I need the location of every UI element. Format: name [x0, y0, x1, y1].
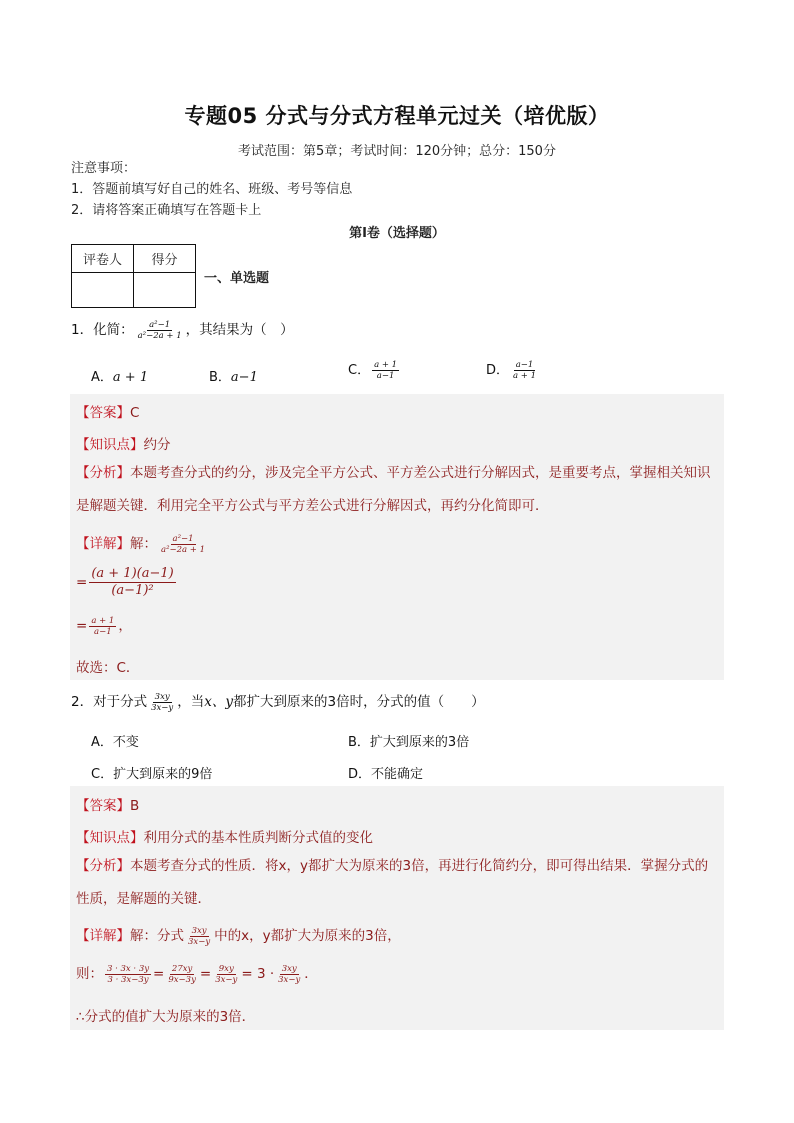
q2-then: [76, 962, 318, 985]
page-title: 专题05 分式与分式方程单元过关（培优版）: [184, 104, 610, 128]
q2-detail-den: 3x−y: [188, 936, 211, 947]
q2-f3-den: 3x−y: [215, 974, 238, 985]
notice-item-2: 2．请将答案正确填写在答题卡上: [71, 203, 262, 218]
q1-option-c-num: a + 1: [374, 360, 398, 370]
q2-knowledge-value: 利用分式的基本性质判断分式值的变化: [143, 830, 373, 846]
q2-detail-suffix: 中的x，y都扩大为原来的3倍，: [214, 928, 401, 944]
q2-eq-2: =: [199, 966, 212, 982]
q2-stem-vars: x、y: [204, 694, 233, 710]
q2-f1-num: 3 · 3x · 3y: [107, 963, 150, 974]
q1-step1-fraction: [159, 534, 207, 555]
q2-analysis: [76, 850, 716, 916]
q1-option-d-den: a + 1: [513, 371, 537, 381]
q2-f3-num: 9xy: [218, 963, 234, 974]
q1-detail-tag: 【详解】: [76, 536, 130, 552]
q2-f2-den: 9x−3y: [168, 974, 196, 985]
q1-option-b-value: a−1: [230, 370, 258, 385]
question-1-stem: [71, 318, 294, 341]
grader-cell[interactable]: [72, 273, 134, 308]
q1-option-a-label: A．: [91, 370, 113, 385]
q2-f4-den: 3x−y: [278, 974, 301, 985]
q2-detail-fraction: [186, 926, 212, 947]
q1-stem-suffix: ，其结果为（ ）: [185, 322, 294, 338]
q2-stem-prefix: 2．对于分式: [71, 694, 148, 710]
q2-stem-fraction: [149, 692, 175, 713]
q1-analysis-text: 本题考查分式的约分，涉及完全平方公式、平方差公式进行分解因式，是重要考点，掌握相关知识是解题关键．利用完全平方公式与平方差公式进行分解因式，再约分化简即可．: [76, 465, 711, 514]
q1-knowledge-value: 约分: [143, 437, 171, 453]
q1-option-d[interactable]: [486, 359, 540, 381]
q2-f2-num: 27xy: [171, 963, 193, 974]
score-table: [71, 244, 196, 308]
q2-stem-mid: ，当: [177, 694, 205, 710]
q1-detail: [76, 532, 209, 555]
q1-option-d-fraction: [511, 360, 538, 381]
q1-stem-den: a²−2a + 1: [137, 330, 182, 341]
q2-option-a[interactable]: A．不变: [91, 735, 139, 750]
q2-f1: [105, 964, 151, 985]
q1-option-d-num: a−1: [515, 360, 534, 370]
q2-detail-tag: 【详解】: [76, 928, 130, 944]
q1-stem-prefix: 1．化简：: [71, 322, 134, 338]
grader-header: 评卷人: [72, 245, 134, 273]
q2-knowledge-tag: 【知识点】: [76, 830, 144, 846]
q2-answer: [76, 794, 139, 814]
q1-step3-fraction: [89, 616, 116, 637]
q2-stem-den: 3x−y: [151, 702, 174, 713]
q1-option-a-value: a + 1: [112, 370, 149, 385]
q1-conclusion: 故选：C．: [76, 660, 140, 676]
q2-answer-value: B: [130, 798, 140, 814]
q1-analysis-tag: 【分析】: [76, 465, 130, 481]
q1-answer-tag: 【答案】: [76, 405, 130, 421]
part-title: 一、单选题: [204, 271, 270, 286]
q2-detail-num: 3xy: [191, 925, 207, 936]
notice-label: 注意事项：: [71, 161, 137, 176]
q2-f1-den: 3 · 3x−3y: [107, 974, 149, 985]
notice-item-1: 1．答题前填写好自己的姓名、班级、考号等信息: [71, 182, 353, 197]
q2-option-d[interactable]: D．不能确定: [348, 767, 424, 782]
q1-knowledge-tag: 【知识点】: [76, 437, 144, 453]
q1-step3-num: a + 1: [91, 615, 115, 626]
section-title: 第Ⅰ卷（选择题）: [349, 226, 445, 241]
q1-step1-den: a²−2a + 1: [161, 544, 206, 555]
q2-eq-1: =: [153, 966, 165, 982]
exam-info: 考试范围：第5章；考试时间：120分钟；总分：150分: [238, 144, 556, 159]
q1-step3-eq: =: [76, 618, 88, 634]
q1-option-b-label: B．: [209, 370, 231, 385]
q1-knowledge: [76, 433, 171, 453]
q1-answer-value: C: [130, 405, 140, 421]
q2-f2: [166, 964, 198, 985]
q1-step3-suffix: ，: [118, 618, 132, 634]
q2-knowledge: [76, 826, 373, 846]
q1-option-c-label: C．: [348, 363, 371, 378]
q2-f4-num: 3xy: [281, 963, 297, 974]
score-cell[interactable]: [134, 273, 196, 308]
q2-option-c[interactable]: C．扩大到原来的9倍: [91, 767, 213, 782]
q2-f4: [276, 964, 302, 985]
q1-step2-eq: =: [76, 574, 88, 591]
q1-answer: [76, 401, 139, 421]
q1-option-c-den: a−1: [376, 371, 395, 381]
q2-end-dot: ．: [304, 966, 318, 982]
q1-step3: [76, 614, 132, 637]
q1-detail-prefix: 解：: [130, 536, 157, 552]
q1-option-d-label: D．: [486, 363, 510, 378]
question-2-stem: [71, 690, 485, 713]
q2-analysis-text: 本题考查分式的性质．将x，y都扩大为原来的3倍，再进行化简约分，即可得出结果．掌握分式的性质，是解题的关键．: [76, 858, 709, 907]
q1-step3-den: a−1: [94, 626, 112, 637]
q2-answer-tag: 【答案】: [76, 798, 130, 814]
q2-analysis-tag: 【分析】: [76, 858, 130, 874]
q1-step2-fraction: [89, 566, 175, 599]
q1-step1-num: a²−1: [172, 533, 194, 544]
q1-step2: [76, 566, 178, 599]
q2-option-b[interactable]: B．扩大到原来的3倍: [348, 735, 470, 750]
q2-then-label: 则：: [76, 966, 103, 982]
q2-stem-suffix: 都扩大到原来的3倍时，分式的值（ ）: [232, 694, 485, 710]
q1-stem-fraction: [136, 320, 184, 341]
q2-stem-num: 3xy: [154, 691, 170, 702]
q1-step2-num: (a + 1)(a−1): [91, 566, 174, 581]
q1-analysis: [76, 457, 716, 523]
q2-detail-prefix: 解：分式: [130, 928, 184, 944]
q1-step2-den: (a−1)²: [111, 583, 154, 598]
q2-conclusion: ∴分式的值扩大为原来的3倍．: [76, 1009, 256, 1025]
q1-stem-num: a²−1: [149, 319, 171, 330]
q1-option-b[interactable]: [209, 366, 258, 385]
q2-detail: [76, 924, 401, 947]
q2-f3: [213, 964, 239, 985]
score-header: 得分: [134, 245, 196, 273]
q2-times: = 3 ·: [241, 966, 275, 982]
q1-option-c[interactable]: [348, 359, 401, 381]
q1-option-c-fraction: [372, 360, 399, 381]
q1-option-a[interactable]: [91, 366, 148, 385]
